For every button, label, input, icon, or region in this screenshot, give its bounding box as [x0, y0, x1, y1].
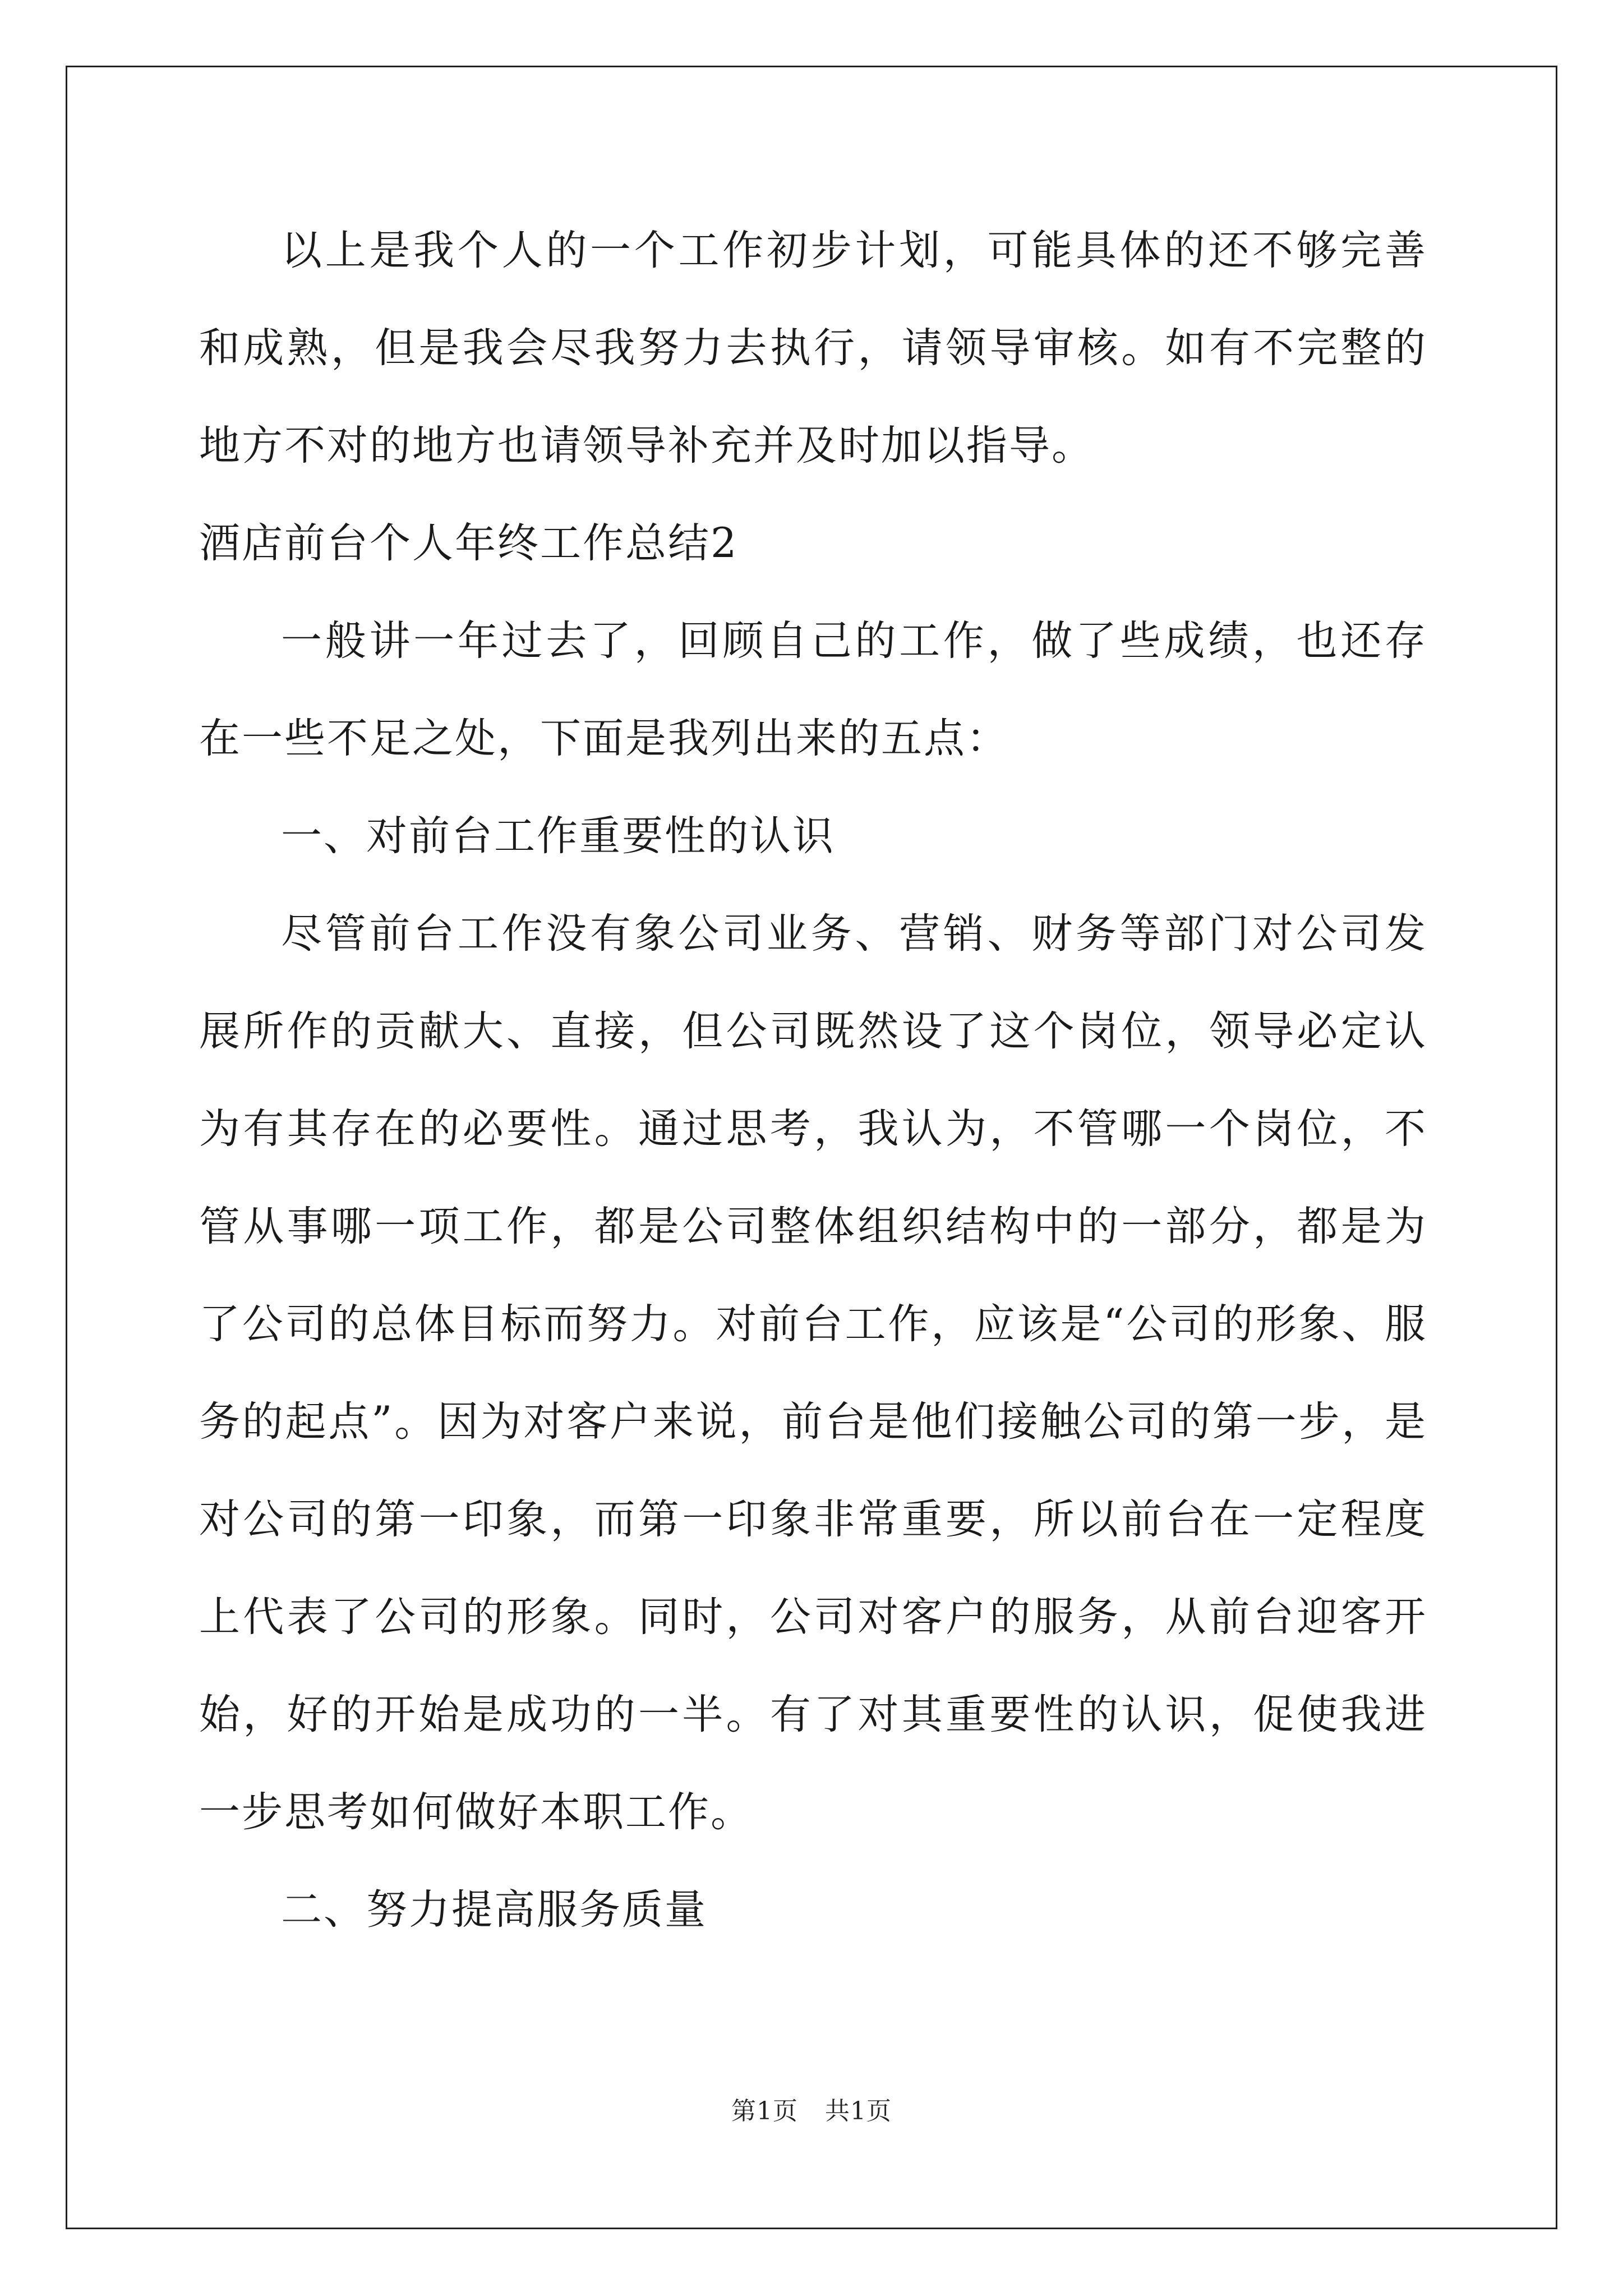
page-footer	[0, 2095, 1623, 2128]
section-title: 酒店前台个人年终工作总结2	[199, 519, 739, 567]
page-number: 第1页	[731, 2097, 798, 2125]
heading-importance: 一、对前台工作重要性的认识	[281, 812, 835, 860]
document-body	[199, 202, 1427, 1959]
heading-service-quality: 二、努力提高服务质量	[281, 1886, 707, 1934]
page-total: 共1页	[825, 2097, 892, 2125]
paragraph-intro: 一般讲一年过去了，回顾自己的工作，做了些成绩，也还存在一些不足之处，下面是我列出来的五点：	[199, 617, 1427, 762]
paragraph-importance: 尽管前台工作没有象公司业务、营销、财务等部门对公司发展所作的贡献大、直接，但公司既然设了这个岗位，领导必定认为有其存在的必要性。通过思考，我认为，不管哪一个岗位，不管从事哪一项工作，都是公司整体组织结构中的一部分，都是为了公司的总体目标而努力。对前台工作，应该是“公司的形象、服务的起点”。因为对客户来说，前台是他们接触公司的第一步，是对公司的第一印象，而第一印象非常重要，所以前台在一定程度上代表了公司的形象。同时，公司对客户的服务，从前台迎客开始，好的开始是成功的一半。有了对其重要性的认识，促使我进一步思考如何做好本职工作。	[199, 910, 1427, 1836]
paragraph-plan-conclusion: 以上是我个人的一个工作初步计划，可能具体的还不够完善和成熟，但是我会尽我努力去执行，请领导审核。如有不完整的地方不对的地方也请领导补充并及时加以指导。	[199, 227, 1427, 470]
